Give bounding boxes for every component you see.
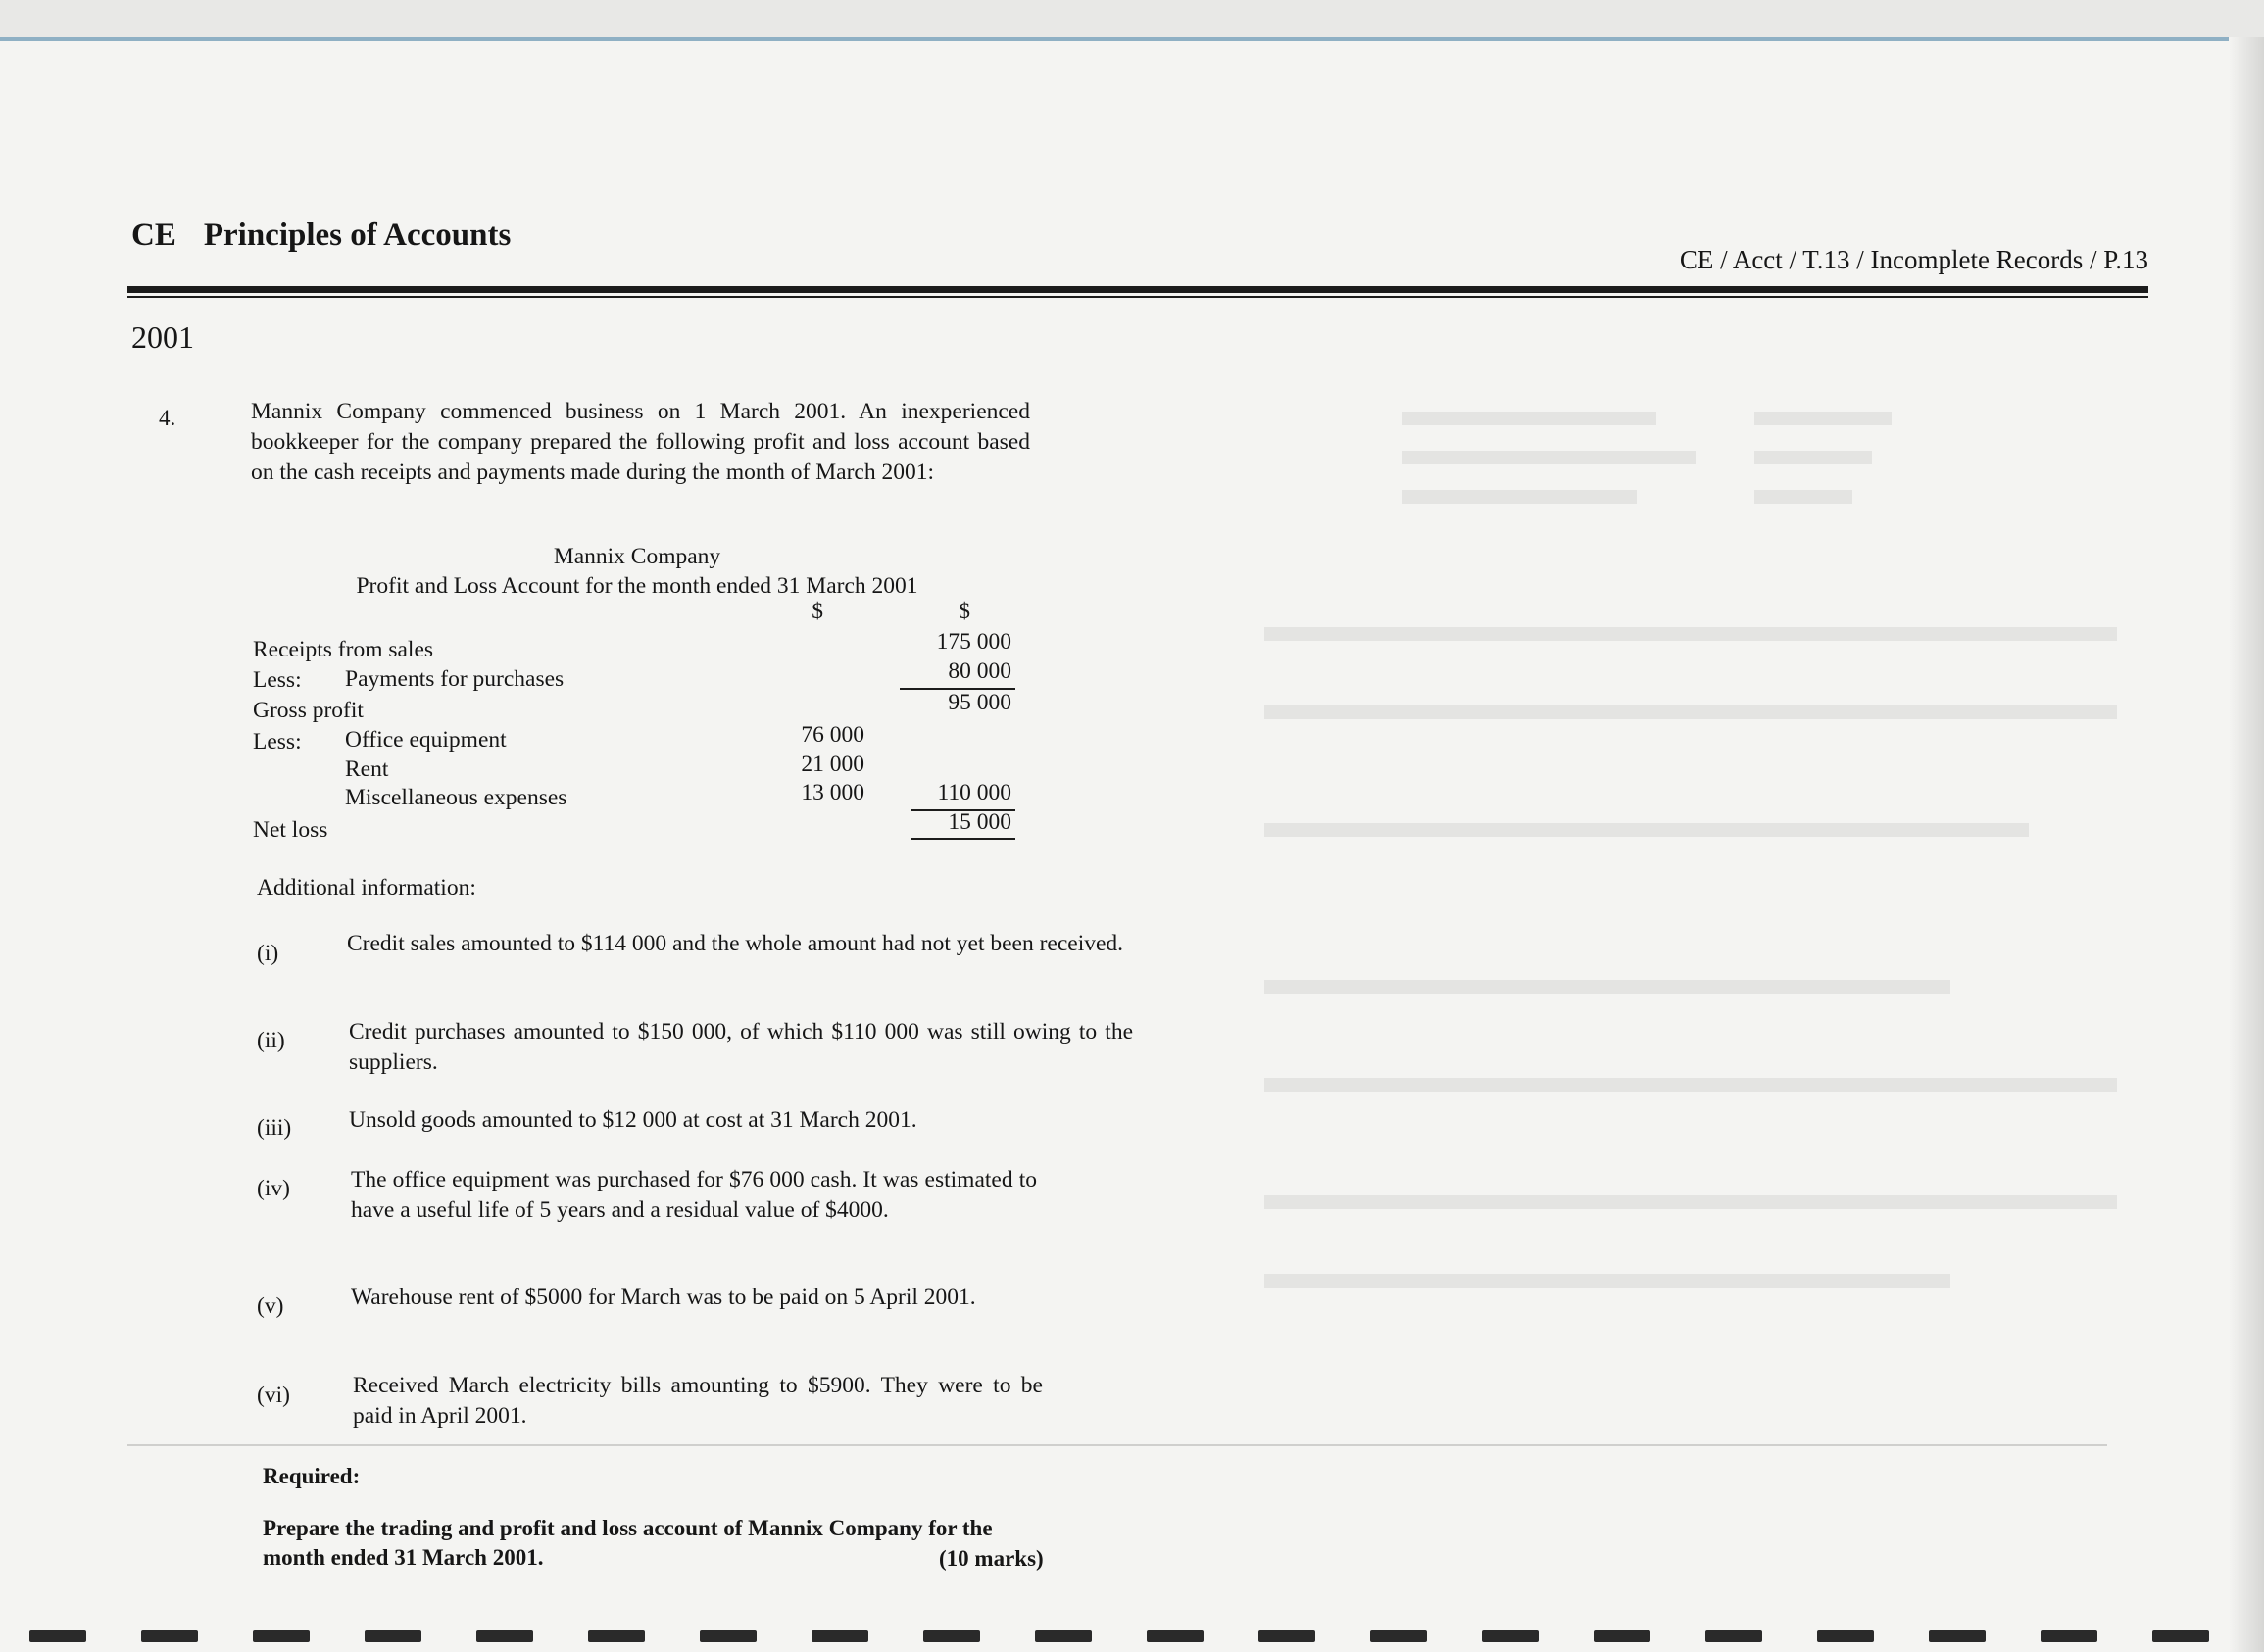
account-company: Mannix Company — [553, 544, 721, 569]
less-label-2: Less: — [253, 729, 302, 754]
binding-ring — [1594, 1630, 1650, 1642]
additional-item-text: Warehouse rent of $5000 for March was to be paid on 5 April 2001. — [351, 1285, 976, 1310]
less-label-1: Less: — [253, 667, 302, 693]
currency-col2: $ — [959, 599, 970, 624]
binding-ring — [29, 1630, 86, 1642]
bleed-rule — [127, 1444, 2107, 1446]
binding-ring — [1705, 1630, 1762, 1642]
gross-profit-amount: 95 000 — [948, 690, 1011, 715]
underline-net-loss — [911, 838, 1015, 840]
office-equipment-label: Office equipment — [345, 727, 507, 753]
binding-ring — [1370, 1630, 1427, 1642]
required-heading: Required: — [263, 1464, 361, 1488]
additional-item-text: Received March electricity bills amounting to $5900. They were to be paid in April 2001. — [353, 1373, 1043, 1429]
item-number: (iii) — [257, 1115, 292, 1141]
binding-ring — [1817, 1630, 1874, 1642]
purchases-label: Payments for purchases — [345, 666, 565, 692]
course-header — [131, 218, 511, 254]
expenses-total: 110 000 — [937, 780, 1011, 805]
page-edge-shadow — [2229, 37, 2264, 1652]
binding-ring — [1147, 1630, 1204, 1642]
top-edge-rule — [0, 37, 2264, 41]
binding-ring — [1035, 1630, 1092, 1642]
binding-ring — [2152, 1630, 2209, 1642]
item-number: (v) — [257, 1293, 284, 1319]
item-number: (ii) — [257, 1028, 285, 1053]
exam-year: 2001 — [131, 319, 194, 355]
subject-title: Principles of Accounts — [203, 218, 512, 253]
binding-ring — [253, 1630, 310, 1642]
receipts-amount: 175 000 — [936, 629, 1011, 655]
office-equipment-amount: 76 000 — [801, 722, 864, 748]
binding-ring — [923, 1630, 980, 1642]
binding-ring — [812, 1630, 868, 1642]
binding-ring — [2041, 1630, 2097, 1642]
question-intro: Mannix Company commenced business on 1 March 2001. An inexperienced bookkeeper for the company prepared the following profit and loss account based on the cash receipts and payments made during the month of March 2001: — [251, 399, 1030, 485]
item-number: (iv) — [257, 1176, 290, 1201]
additional-item-text: Credit sales amounted to $114 000 and the whole amount had not yet been received. — [347, 931, 1124, 956]
gross-profit-label: Gross profit — [253, 698, 364, 723]
bleed-through-texture — [1225, 392, 2127, 1372]
header-rule-thin — [127, 296, 2148, 298]
misc-expenses-amount: 13 000 — [801, 780, 864, 805]
item-number: (i) — [257, 941, 279, 966]
additional-item-text: Unsold goods amounted to $12 000 at cost at 31 March 2001. — [349, 1107, 917, 1133]
binding-ring — [1482, 1630, 1539, 1642]
binding-ring — [1929, 1630, 1986, 1642]
currency-col1: $ — [812, 599, 823, 624]
rent-label: Rent — [345, 756, 389, 782]
account-title: Profit and Loss Account for the month ended 31 March 2001 — [356, 573, 918, 599]
subject-code: CE — [131, 218, 176, 253]
misc-expenses-label: Miscellaneous expenses — [345, 785, 567, 810]
page-reference: CE / Acct / T.13 / Incomplete Records / P.13 — [1679, 245, 2148, 274]
additional-item-text: Credit purchases amounted to $150 000, of which $110 000 was still owing to the suppliers. — [349, 1019, 1133, 1075]
binding-ring — [141, 1630, 198, 1642]
binding-ring — [588, 1630, 645, 1642]
additional-info-heading: Additional information: — [257, 875, 476, 900]
binding-ring — [700, 1630, 757, 1642]
additional-item-text: The office equipment was purchased for $76 000 cash. It was estimated to have a useful life of 5 years and a residual value of $4000. — [351, 1167, 1037, 1223]
receipts-label: Receipts from sales — [253, 637, 434, 662]
purchases-amount: 80 000 — [948, 658, 1011, 684]
binding-strip — [29, 1630, 2235, 1644]
marks-allocation: (10 marks) — [939, 1546, 1044, 1571]
question-number: 4. — [159, 406, 176, 430]
binding-ring — [1258, 1630, 1315, 1642]
rent-amount: 21 000 — [801, 752, 864, 777]
header-rule-thick — [127, 286, 2148, 293]
binding-ring — [476, 1630, 533, 1642]
net-loss-amount: 15 000 — [948, 809, 1011, 835]
binding-ring — [365, 1630, 421, 1642]
required-text: Prepare the trading and profit and loss account of Mannix Company for the month ended 31 March 2001. — [263, 1516, 993, 1570]
net-loss-label: Net loss — [253, 817, 328, 843]
item-number: (vi) — [257, 1383, 290, 1408]
